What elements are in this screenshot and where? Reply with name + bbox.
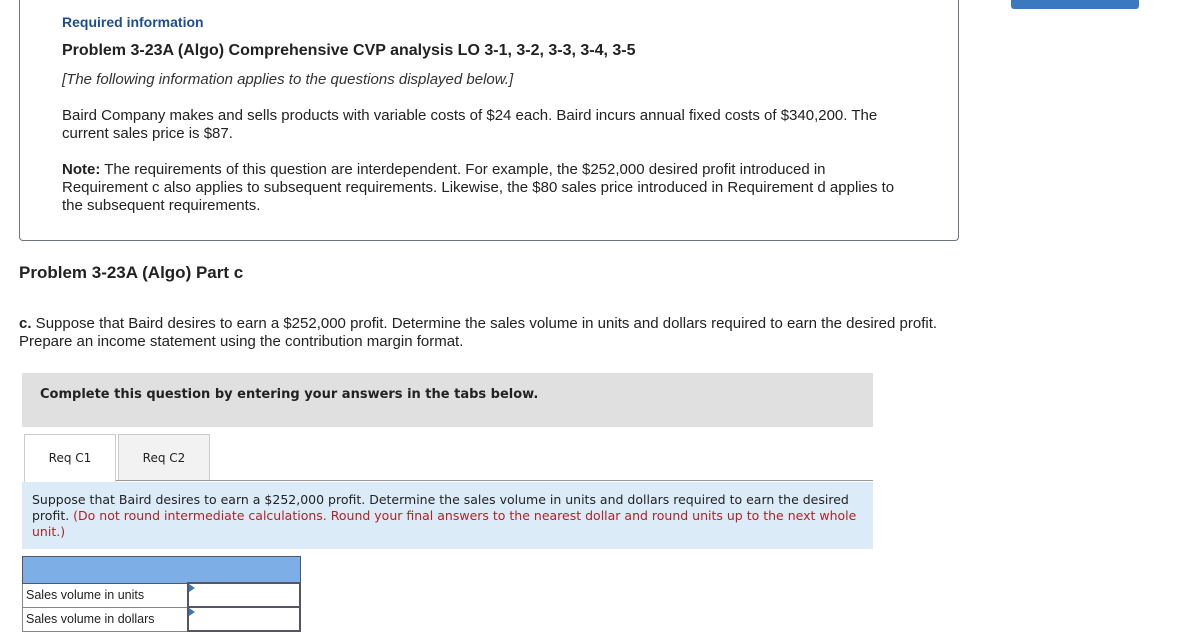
sales-units-input[interactable]: [189, 584, 303, 606]
problem-description: Baird Company makes and sells products with variable costs of $24 each. Baird incurs annual fixed costs of $340,200. The current sales price is $87.: [62, 107, 878, 142]
row-label: Sales volume in units: [23, 583, 189, 607]
part-title: Problem 3-23A (Algo) Part c: [19, 263, 244, 282]
instruction-text: Suppose that Baird desires to earn a $252,000 profit. Determine the sales volume in units and dollars required to earn the desired profit.: [32, 492, 849, 523]
tab-divider: [116, 480, 873, 481]
rounding-note: (Do not round intermediate calculations. Round your final answers to the nearest dollar and round units up to the next whole unit.): [32, 508, 857, 539]
tab-req-c1[interactable]: Req C1: [24, 434, 116, 482]
problem-title: Problem 3-23A (Algo) Comprehensive CVP analysis LO 3-1, 3-2, 3-3, 3-4, 3-5: [62, 42, 636, 59]
table-row: [23, 583, 301, 607]
applies-note: [The following information applies to the questions displayed below.]: [62, 71, 514, 88]
answer-table: [22, 556, 301, 632]
interdependence-note: [62, 161, 902, 215]
row-label: Sales volume in dollars: [23, 607, 189, 631]
instructions-banner: Complete this question by entering your answers in the tabs below.: [22, 373, 873, 427]
table-row: [23, 607, 301, 631]
tab-instructions: [22, 482, 873, 549]
question-label: c.: [19, 315, 32, 332]
note-text: The requirements of this question are interdependent. For example, the $252,000 desired profit introduced in Requirement c also applies to subsequent requirements. Likewise, the $80 sales price introduced in Requirement d applies to the subsequent requirements.: [62, 161, 895, 214]
tab-req-c2[interactable]: Req C2: [118, 434, 210, 481]
note-label: Note:: [62, 161, 101, 178]
table-header: [23, 557, 301, 584]
question-text: [19, 315, 959, 351]
sales-dollars-input[interactable]: [189, 608, 303, 630]
required-info-label: Required information: [62, 14, 204, 30]
question-body: Suppose that Baird desires to earn a $252,000 profit. Determine the sales volume in units and dollars required to earn the desired profit. Prepare an income statement using the contribution margin format.: [19, 315, 938, 350]
top-action-button[interactable]: [1011, 0, 1139, 9]
